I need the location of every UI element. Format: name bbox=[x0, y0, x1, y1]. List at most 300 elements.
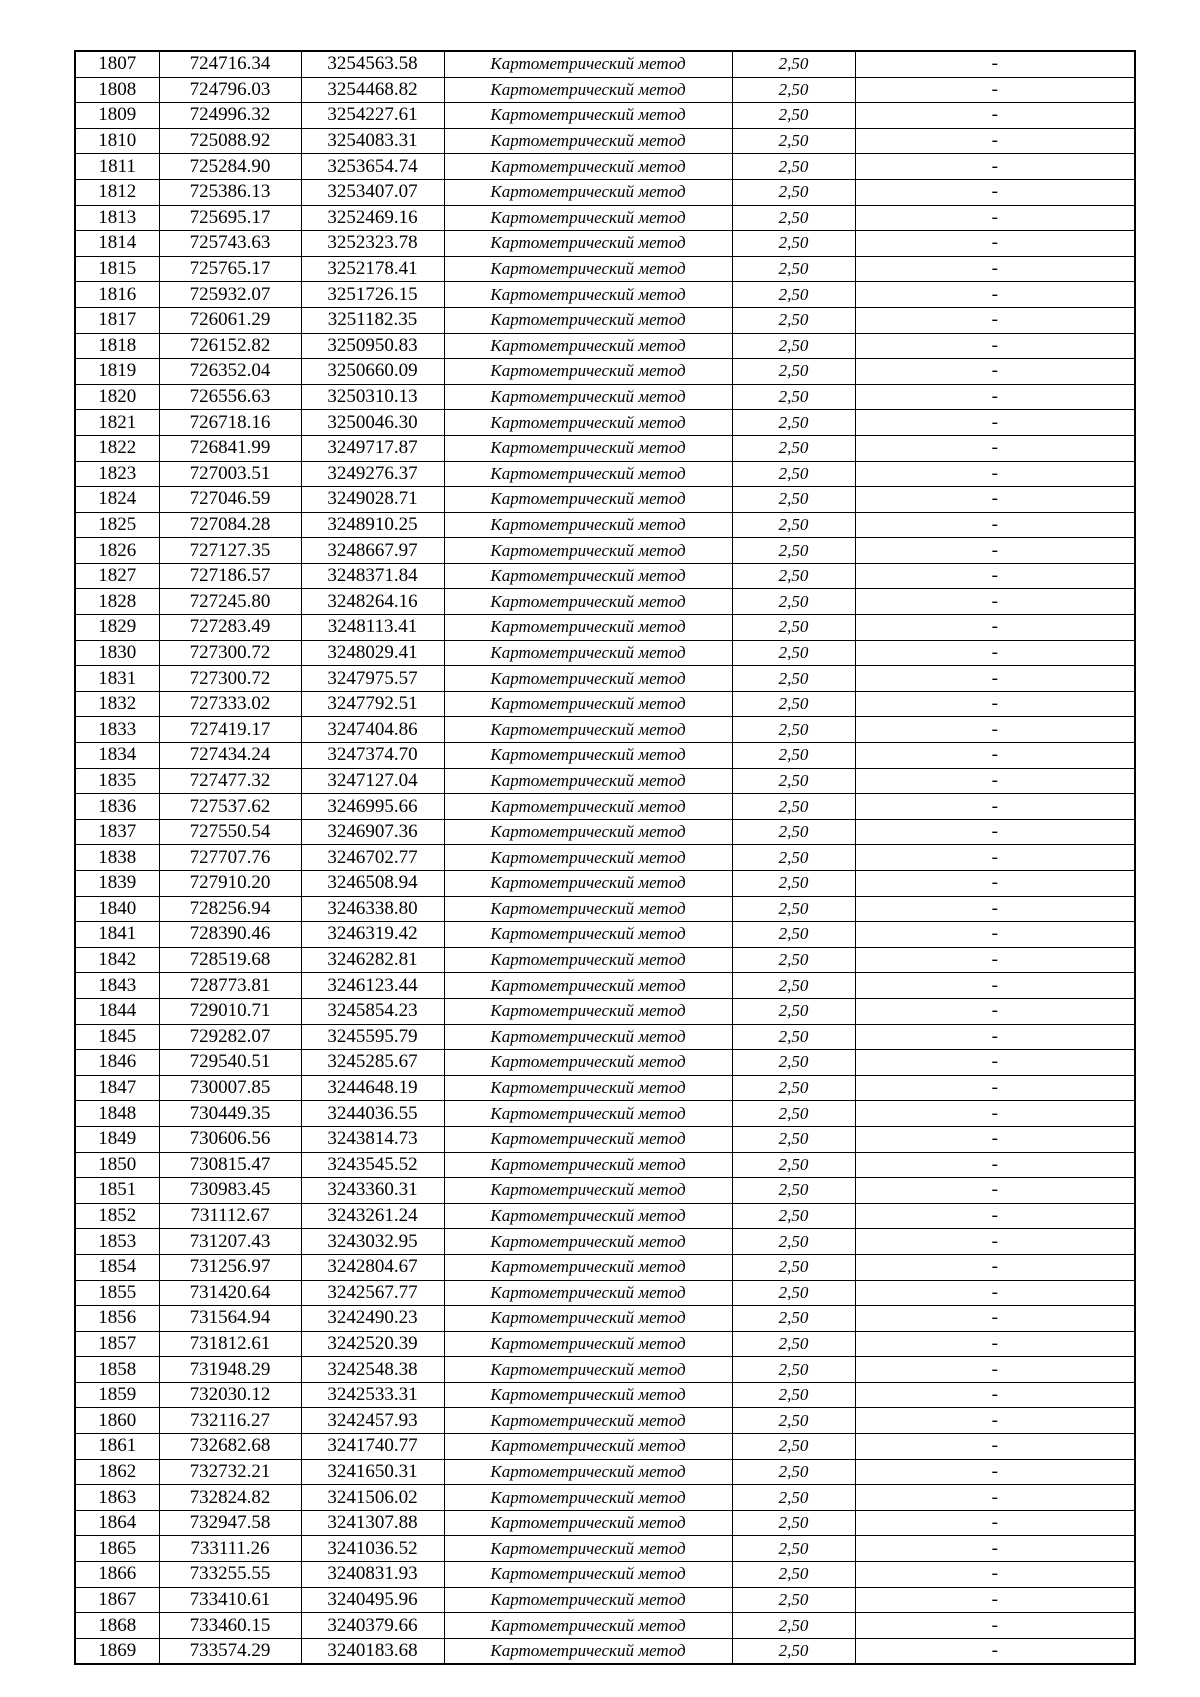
note-cell: - bbox=[855, 871, 1135, 897]
method-cell: Картометрический метод bbox=[444, 1562, 732, 1588]
x-coordinate-cell: 728256.94 bbox=[159, 896, 301, 922]
table-row bbox=[75, 666, 1135, 692]
x-coordinate-cell: 733111.26 bbox=[159, 1536, 301, 1562]
point-number-cell: 1828 bbox=[75, 589, 159, 615]
x-coordinate-cell: 726352.04 bbox=[159, 359, 301, 385]
x-coordinate-cell: 728390.46 bbox=[159, 922, 301, 948]
method-cell: Картометрический метод bbox=[444, 615, 732, 641]
method-cell: Картометрический метод bbox=[444, 871, 732, 897]
table-row bbox=[75, 231, 1135, 257]
note-cell: - bbox=[855, 410, 1135, 436]
x-coordinate-cell: 727003.51 bbox=[159, 461, 301, 487]
table-row bbox=[75, 1178, 1135, 1204]
y-coordinate-cell: 3241307.88 bbox=[301, 1510, 444, 1536]
x-coordinate-cell: 726556.63 bbox=[159, 384, 301, 410]
point-number-cell: 1812 bbox=[75, 179, 159, 205]
note-cell: - bbox=[855, 845, 1135, 871]
method-cell: Картометрический метод bbox=[444, 256, 732, 282]
y-coordinate-cell: 3242520.39 bbox=[301, 1331, 444, 1357]
table-row bbox=[75, 179, 1135, 205]
method-cell: Картометрический метод bbox=[444, 819, 732, 845]
x-coordinate-cell: 725765.17 bbox=[159, 256, 301, 282]
accuracy-cell: 2,50 bbox=[732, 1434, 855, 1460]
x-coordinate-cell: 732947.58 bbox=[159, 1510, 301, 1536]
x-coordinate-cell: 727300.72 bbox=[159, 640, 301, 666]
point-number-cell: 1826 bbox=[75, 538, 159, 564]
accuracy-cell: 2,50 bbox=[732, 77, 855, 103]
x-coordinate-cell: 733460.15 bbox=[159, 1613, 301, 1639]
y-coordinate-cell: 3246702.77 bbox=[301, 845, 444, 871]
y-coordinate-cell: 3246282.81 bbox=[301, 947, 444, 973]
y-coordinate-cell: 3250950.83 bbox=[301, 333, 444, 359]
x-coordinate-cell: 727127.35 bbox=[159, 538, 301, 564]
accuracy-cell: 2,50 bbox=[732, 410, 855, 436]
x-coordinate-cell: 730983.45 bbox=[159, 1178, 301, 1204]
x-coordinate-cell: 732732.21 bbox=[159, 1459, 301, 1485]
note-cell: - bbox=[855, 1331, 1135, 1357]
y-coordinate-cell: 3248667.97 bbox=[301, 538, 444, 564]
table-row bbox=[75, 1229, 1135, 1255]
point-number-cell: 1862 bbox=[75, 1459, 159, 1485]
x-coordinate-cell: 727434.24 bbox=[159, 743, 301, 769]
x-coordinate-cell: 731948.29 bbox=[159, 1357, 301, 1383]
point-number-cell: 1858 bbox=[75, 1357, 159, 1383]
accuracy-cell: 2,50 bbox=[732, 819, 855, 845]
accuracy-cell: 2,50 bbox=[732, 359, 855, 385]
point-number-cell: 1823 bbox=[75, 461, 159, 487]
y-coordinate-cell: 3248910.25 bbox=[301, 512, 444, 538]
point-number-cell: 1861 bbox=[75, 1434, 159, 1460]
table-row bbox=[75, 1562, 1135, 1588]
accuracy-cell: 2,50 bbox=[732, 1203, 855, 1229]
method-cell: Картометрический метод bbox=[444, 77, 732, 103]
note-cell: - bbox=[855, 1152, 1135, 1178]
x-coordinate-cell: 724796.03 bbox=[159, 77, 301, 103]
x-coordinate-cell: 725284.90 bbox=[159, 154, 301, 180]
coordinates-table bbox=[74, 50, 1136, 1665]
x-coordinate-cell: 727186.57 bbox=[159, 563, 301, 589]
accuracy-cell: 2,50 bbox=[732, 51, 855, 77]
method-cell: Картометрический метод bbox=[444, 359, 732, 385]
table-row bbox=[75, 691, 1135, 717]
table-row bbox=[75, 589, 1135, 615]
y-coordinate-cell: 3254227.61 bbox=[301, 103, 444, 129]
accuracy-cell: 2,50 bbox=[732, 691, 855, 717]
method-cell: Картометрический метод bbox=[444, 1126, 732, 1152]
point-number-cell: 1856 bbox=[75, 1306, 159, 1332]
table-row bbox=[75, 103, 1135, 129]
accuracy-cell: 2,50 bbox=[732, 563, 855, 589]
y-coordinate-cell: 3246319.42 bbox=[301, 922, 444, 948]
point-number-cell: 1841 bbox=[75, 922, 159, 948]
y-coordinate-cell: 3250310.13 bbox=[301, 384, 444, 410]
method-cell: Картометрический метод bbox=[444, 461, 732, 487]
point-number-cell: 1864 bbox=[75, 1510, 159, 1536]
method-cell: Картометрический метод bbox=[444, 794, 732, 820]
note-cell: - bbox=[855, 154, 1135, 180]
x-coordinate-cell: 729540.51 bbox=[159, 1050, 301, 1076]
table-row bbox=[75, 333, 1135, 359]
note-cell: - bbox=[855, 1613, 1135, 1639]
accuracy-cell: 2,50 bbox=[732, 768, 855, 794]
y-coordinate-cell: 3251726.15 bbox=[301, 282, 444, 308]
y-coordinate-cell: 3246338.80 bbox=[301, 896, 444, 922]
note-cell: - bbox=[855, 1510, 1135, 1536]
method-cell: Картометрический метод bbox=[444, 205, 732, 231]
accuracy-cell: 2,50 bbox=[732, 973, 855, 999]
table-row bbox=[75, 538, 1135, 564]
accuracy-cell: 2,50 bbox=[732, 103, 855, 129]
note-cell: - bbox=[855, 1562, 1135, 1588]
point-number-cell: 1855 bbox=[75, 1280, 159, 1306]
note-cell: - bbox=[855, 973, 1135, 999]
y-coordinate-cell: 3246995.66 bbox=[301, 794, 444, 820]
table-row bbox=[75, 845, 1135, 871]
point-number-cell: 1852 bbox=[75, 1203, 159, 1229]
point-number-cell: 1837 bbox=[75, 819, 159, 845]
note-cell: - bbox=[855, 998, 1135, 1024]
x-coordinate-cell: 726718.16 bbox=[159, 410, 301, 436]
method-cell: Картометрический метод bbox=[444, 717, 732, 743]
method-cell: Картометрический метод bbox=[444, 1178, 732, 1204]
point-number-cell: 1844 bbox=[75, 998, 159, 1024]
y-coordinate-cell: 3243545.52 bbox=[301, 1152, 444, 1178]
y-coordinate-cell: 3249276.37 bbox=[301, 461, 444, 487]
y-coordinate-cell: 3244648.19 bbox=[301, 1075, 444, 1101]
accuracy-cell: 2,50 bbox=[732, 435, 855, 461]
note-cell: - bbox=[855, 1280, 1135, 1306]
note-cell: - bbox=[855, 512, 1135, 538]
y-coordinate-cell: 3246907.36 bbox=[301, 819, 444, 845]
table-row bbox=[75, 1024, 1135, 1050]
accuracy-cell: 2,50 bbox=[732, 1126, 855, 1152]
accuracy-cell: 2,50 bbox=[732, 871, 855, 897]
table-row bbox=[75, 1408, 1135, 1434]
method-cell: Картометрический метод bbox=[444, 1331, 732, 1357]
point-number-cell: 1807 bbox=[75, 51, 159, 77]
accuracy-cell: 2,50 bbox=[732, 640, 855, 666]
table-row bbox=[75, 1510, 1135, 1536]
y-coordinate-cell: 3241506.02 bbox=[301, 1485, 444, 1511]
note-cell: - bbox=[855, 1357, 1135, 1383]
y-coordinate-cell: 3248029.41 bbox=[301, 640, 444, 666]
method-cell: Картометрический метод bbox=[444, 1434, 732, 1460]
x-coordinate-cell: 730606.56 bbox=[159, 1126, 301, 1152]
table-row bbox=[75, 947, 1135, 973]
x-coordinate-cell: 731256.97 bbox=[159, 1254, 301, 1280]
y-coordinate-cell: 3242457.93 bbox=[301, 1408, 444, 1434]
note-cell: - bbox=[855, 640, 1135, 666]
point-number-cell: 1829 bbox=[75, 615, 159, 641]
point-number-cell: 1821 bbox=[75, 410, 159, 436]
accuracy-cell: 2,50 bbox=[732, 205, 855, 231]
note-cell: - bbox=[855, 1638, 1135, 1664]
method-cell: Картометрический метод bbox=[444, 538, 732, 564]
accuracy-cell: 2,50 bbox=[732, 1510, 855, 1536]
point-number-cell: 1851 bbox=[75, 1178, 159, 1204]
point-number-cell: 1831 bbox=[75, 666, 159, 692]
table-row bbox=[75, 1075, 1135, 1101]
point-number-cell: 1865 bbox=[75, 1536, 159, 1562]
table-row bbox=[75, 871, 1135, 897]
method-cell: Картометрический метод bbox=[444, 1587, 732, 1613]
y-coordinate-cell: 3240379.66 bbox=[301, 1613, 444, 1639]
x-coordinate-cell: 731420.64 bbox=[159, 1280, 301, 1306]
accuracy-cell: 2,50 bbox=[732, 845, 855, 871]
y-coordinate-cell: 3240183.68 bbox=[301, 1638, 444, 1664]
note-cell: - bbox=[855, 768, 1135, 794]
x-coordinate-cell: 726841.99 bbox=[159, 435, 301, 461]
point-number-cell: 1827 bbox=[75, 563, 159, 589]
table-row bbox=[75, 1638, 1135, 1664]
x-coordinate-cell: 731812.61 bbox=[159, 1331, 301, 1357]
table-row bbox=[75, 1050, 1135, 1076]
table-row bbox=[75, 435, 1135, 461]
note-cell: - bbox=[855, 282, 1135, 308]
x-coordinate-cell: 724716.34 bbox=[159, 51, 301, 77]
note-cell: - bbox=[855, 1229, 1135, 1255]
coordinates-table-body bbox=[75, 51, 1135, 1664]
accuracy-cell: 2,50 bbox=[732, 461, 855, 487]
table-row bbox=[75, 359, 1135, 385]
accuracy-cell: 2,50 bbox=[732, 1587, 855, 1613]
y-coordinate-cell: 3241650.31 bbox=[301, 1459, 444, 1485]
table-row bbox=[75, 384, 1135, 410]
note-cell: - bbox=[855, 333, 1135, 359]
method-cell: Картометрический метод bbox=[444, 487, 732, 513]
point-number-cell: 1832 bbox=[75, 691, 159, 717]
point-number-cell: 1809 bbox=[75, 103, 159, 129]
y-coordinate-cell: 3245595.79 bbox=[301, 1024, 444, 1050]
note-cell: - bbox=[855, 1126, 1135, 1152]
method-cell: Картометрический метод bbox=[444, 1306, 732, 1332]
x-coordinate-cell: 727537.62 bbox=[159, 794, 301, 820]
method-cell: Картометрический метод bbox=[444, 1152, 732, 1178]
table-row bbox=[75, 77, 1135, 103]
x-coordinate-cell: 727283.49 bbox=[159, 615, 301, 641]
table-row bbox=[75, 1382, 1135, 1408]
note-cell: - bbox=[855, 256, 1135, 282]
method-cell: Картометрический метод bbox=[444, 691, 732, 717]
accuracy-cell: 2,50 bbox=[732, 743, 855, 769]
method-cell: Картометрический метод bbox=[444, 384, 732, 410]
table-row bbox=[75, 128, 1135, 154]
table-row bbox=[75, 563, 1135, 589]
point-number-cell: 1850 bbox=[75, 1152, 159, 1178]
x-coordinate-cell: 728519.68 bbox=[159, 947, 301, 973]
note-cell: - bbox=[855, 231, 1135, 257]
point-number-cell: 1824 bbox=[75, 487, 159, 513]
note-cell: - bbox=[855, 922, 1135, 948]
note-cell: - bbox=[855, 666, 1135, 692]
y-coordinate-cell: 3244036.55 bbox=[301, 1101, 444, 1127]
method-cell: Картометрический метод bbox=[444, 128, 732, 154]
accuracy-cell: 2,50 bbox=[732, 1382, 855, 1408]
point-number-cell: 1819 bbox=[75, 359, 159, 385]
method-cell: Картометрический метод bbox=[444, 1101, 732, 1127]
x-coordinate-cell: 733410.61 bbox=[159, 1587, 301, 1613]
x-coordinate-cell: 727707.76 bbox=[159, 845, 301, 871]
y-coordinate-cell: 3253407.07 bbox=[301, 179, 444, 205]
y-coordinate-cell: 3241740.77 bbox=[301, 1434, 444, 1460]
point-number-cell: 1838 bbox=[75, 845, 159, 871]
accuracy-cell: 2,50 bbox=[732, 1152, 855, 1178]
y-coordinate-cell: 3245854.23 bbox=[301, 998, 444, 1024]
note-cell: - bbox=[855, 1203, 1135, 1229]
table-row bbox=[75, 998, 1135, 1024]
table-row bbox=[75, 1357, 1135, 1383]
method-cell: Картометрический метод bbox=[444, 410, 732, 436]
method-cell: Картометрический метод bbox=[444, 845, 732, 871]
x-coordinate-cell: 729282.07 bbox=[159, 1024, 301, 1050]
y-coordinate-cell: 3243261.24 bbox=[301, 1203, 444, 1229]
accuracy-cell: 2,50 bbox=[732, 717, 855, 743]
accuracy-cell: 2,50 bbox=[732, 1638, 855, 1664]
table-row bbox=[75, 282, 1135, 308]
x-coordinate-cell: 730449.35 bbox=[159, 1101, 301, 1127]
method-cell: Картометрический метод bbox=[444, 307, 732, 333]
table-row bbox=[75, 922, 1135, 948]
accuracy-cell: 2,50 bbox=[732, 1357, 855, 1383]
table-row bbox=[75, 1306, 1135, 1332]
y-coordinate-cell: 3242490.23 bbox=[301, 1306, 444, 1332]
y-coordinate-cell: 3242533.31 bbox=[301, 1382, 444, 1408]
point-number-cell: 1839 bbox=[75, 871, 159, 897]
y-coordinate-cell: 3249028.71 bbox=[301, 487, 444, 513]
note-cell: - bbox=[855, 947, 1135, 973]
point-number-cell: 1859 bbox=[75, 1382, 159, 1408]
accuracy-cell: 2,50 bbox=[732, 128, 855, 154]
table-row bbox=[75, 794, 1135, 820]
y-coordinate-cell: 3243360.31 bbox=[301, 1178, 444, 1204]
table-row bbox=[75, 717, 1135, 743]
point-number-cell: 1830 bbox=[75, 640, 159, 666]
note-cell: - bbox=[855, 1382, 1135, 1408]
method-cell: Картометрический метод bbox=[444, 1382, 732, 1408]
note-cell: - bbox=[855, 1306, 1135, 1332]
accuracy-cell: 2,50 bbox=[732, 896, 855, 922]
table-row bbox=[75, 1485, 1135, 1511]
point-number-cell: 1869 bbox=[75, 1638, 159, 1664]
point-number-cell: 1822 bbox=[75, 435, 159, 461]
note-cell: - bbox=[855, 1485, 1135, 1511]
note-cell: - bbox=[855, 717, 1135, 743]
point-number-cell: 1846 bbox=[75, 1050, 159, 1076]
accuracy-cell: 2,50 bbox=[732, 947, 855, 973]
accuracy-cell: 2,50 bbox=[732, 1229, 855, 1255]
x-coordinate-cell: 729010.71 bbox=[159, 998, 301, 1024]
table-row bbox=[75, 640, 1135, 666]
point-number-cell: 1866 bbox=[75, 1562, 159, 1588]
point-number-cell: 1808 bbox=[75, 77, 159, 103]
accuracy-cell: 2,50 bbox=[732, 615, 855, 641]
note-cell: - bbox=[855, 128, 1135, 154]
y-coordinate-cell: 3241036.52 bbox=[301, 1536, 444, 1562]
x-coordinate-cell: 733574.29 bbox=[159, 1638, 301, 1664]
point-number-cell: 1867 bbox=[75, 1587, 159, 1613]
x-coordinate-cell: 724996.32 bbox=[159, 103, 301, 129]
accuracy-cell: 2,50 bbox=[732, 1485, 855, 1511]
accuracy-cell: 2,50 bbox=[732, 307, 855, 333]
note-cell: - bbox=[855, 103, 1135, 129]
note-cell: - bbox=[855, 1050, 1135, 1076]
note-cell: - bbox=[855, 1434, 1135, 1460]
method-cell: Картометрический метод bbox=[444, 154, 732, 180]
point-number-cell: 1836 bbox=[75, 794, 159, 820]
y-coordinate-cell: 3249717.87 bbox=[301, 435, 444, 461]
method-cell: Картометрический метод bbox=[444, 589, 732, 615]
x-coordinate-cell: 727046.59 bbox=[159, 487, 301, 513]
y-coordinate-cell: 3247975.57 bbox=[301, 666, 444, 692]
accuracy-cell: 2,50 bbox=[732, 1306, 855, 1332]
method-cell: Картометрический метод bbox=[444, 743, 732, 769]
table-row bbox=[75, 205, 1135, 231]
x-coordinate-cell: 728773.81 bbox=[159, 973, 301, 999]
y-coordinate-cell: 3250046.30 bbox=[301, 410, 444, 436]
point-number-cell: 1813 bbox=[75, 205, 159, 231]
x-coordinate-cell: 733255.55 bbox=[159, 1562, 301, 1588]
accuracy-cell: 2,50 bbox=[732, 154, 855, 180]
method-cell: Картометрический метод bbox=[444, 1050, 732, 1076]
accuracy-cell: 2,50 bbox=[732, 333, 855, 359]
x-coordinate-cell: 727550.54 bbox=[159, 819, 301, 845]
point-number-cell: 1833 bbox=[75, 717, 159, 743]
accuracy-cell: 2,50 bbox=[732, 922, 855, 948]
accuracy-cell: 2,50 bbox=[732, 1280, 855, 1306]
y-coordinate-cell: 3247374.70 bbox=[301, 743, 444, 769]
y-coordinate-cell: 3250660.09 bbox=[301, 359, 444, 385]
table-row bbox=[75, 1101, 1135, 1127]
note-cell: - bbox=[855, 538, 1135, 564]
x-coordinate-cell: 725932.07 bbox=[159, 282, 301, 308]
table-row bbox=[75, 307, 1135, 333]
point-number-cell: 1845 bbox=[75, 1024, 159, 1050]
method-cell: Картометрический метод bbox=[444, 563, 732, 589]
point-number-cell: 1816 bbox=[75, 282, 159, 308]
method-cell: Картометрический метод bbox=[444, 1536, 732, 1562]
method-cell: Картометрический метод bbox=[444, 1459, 732, 1485]
note-cell: - bbox=[855, 51, 1135, 77]
table-row bbox=[75, 487, 1135, 513]
accuracy-cell: 2,50 bbox=[732, 1178, 855, 1204]
point-number-cell: 1848 bbox=[75, 1101, 159, 1127]
accuracy-cell: 2,50 bbox=[732, 282, 855, 308]
y-coordinate-cell: 3253654.74 bbox=[301, 154, 444, 180]
note-cell: - bbox=[855, 1024, 1135, 1050]
table-row bbox=[75, 1613, 1135, 1639]
y-coordinate-cell: 3242548.38 bbox=[301, 1357, 444, 1383]
table-row bbox=[75, 1331, 1135, 1357]
y-coordinate-cell: 3245285.67 bbox=[301, 1050, 444, 1076]
x-coordinate-cell: 727910.20 bbox=[159, 871, 301, 897]
table-row bbox=[75, 461, 1135, 487]
point-number-cell: 1818 bbox=[75, 333, 159, 359]
method-cell: Картометрический метод bbox=[444, 1203, 732, 1229]
x-coordinate-cell: 732116.27 bbox=[159, 1408, 301, 1434]
note-cell: - bbox=[855, 1536, 1135, 1562]
y-coordinate-cell: 3247404.86 bbox=[301, 717, 444, 743]
note-cell: - bbox=[855, 896, 1135, 922]
table-row bbox=[75, 256, 1135, 282]
x-coordinate-cell: 727084.28 bbox=[159, 512, 301, 538]
x-coordinate-cell: 727245.80 bbox=[159, 589, 301, 615]
accuracy-cell: 2,50 bbox=[732, 487, 855, 513]
accuracy-cell: 2,50 bbox=[732, 1562, 855, 1588]
x-coordinate-cell: 732824.82 bbox=[159, 1485, 301, 1511]
method-cell: Картометрический метод bbox=[444, 179, 732, 205]
note-cell: - bbox=[855, 1254, 1135, 1280]
y-coordinate-cell: 3243032.95 bbox=[301, 1229, 444, 1255]
